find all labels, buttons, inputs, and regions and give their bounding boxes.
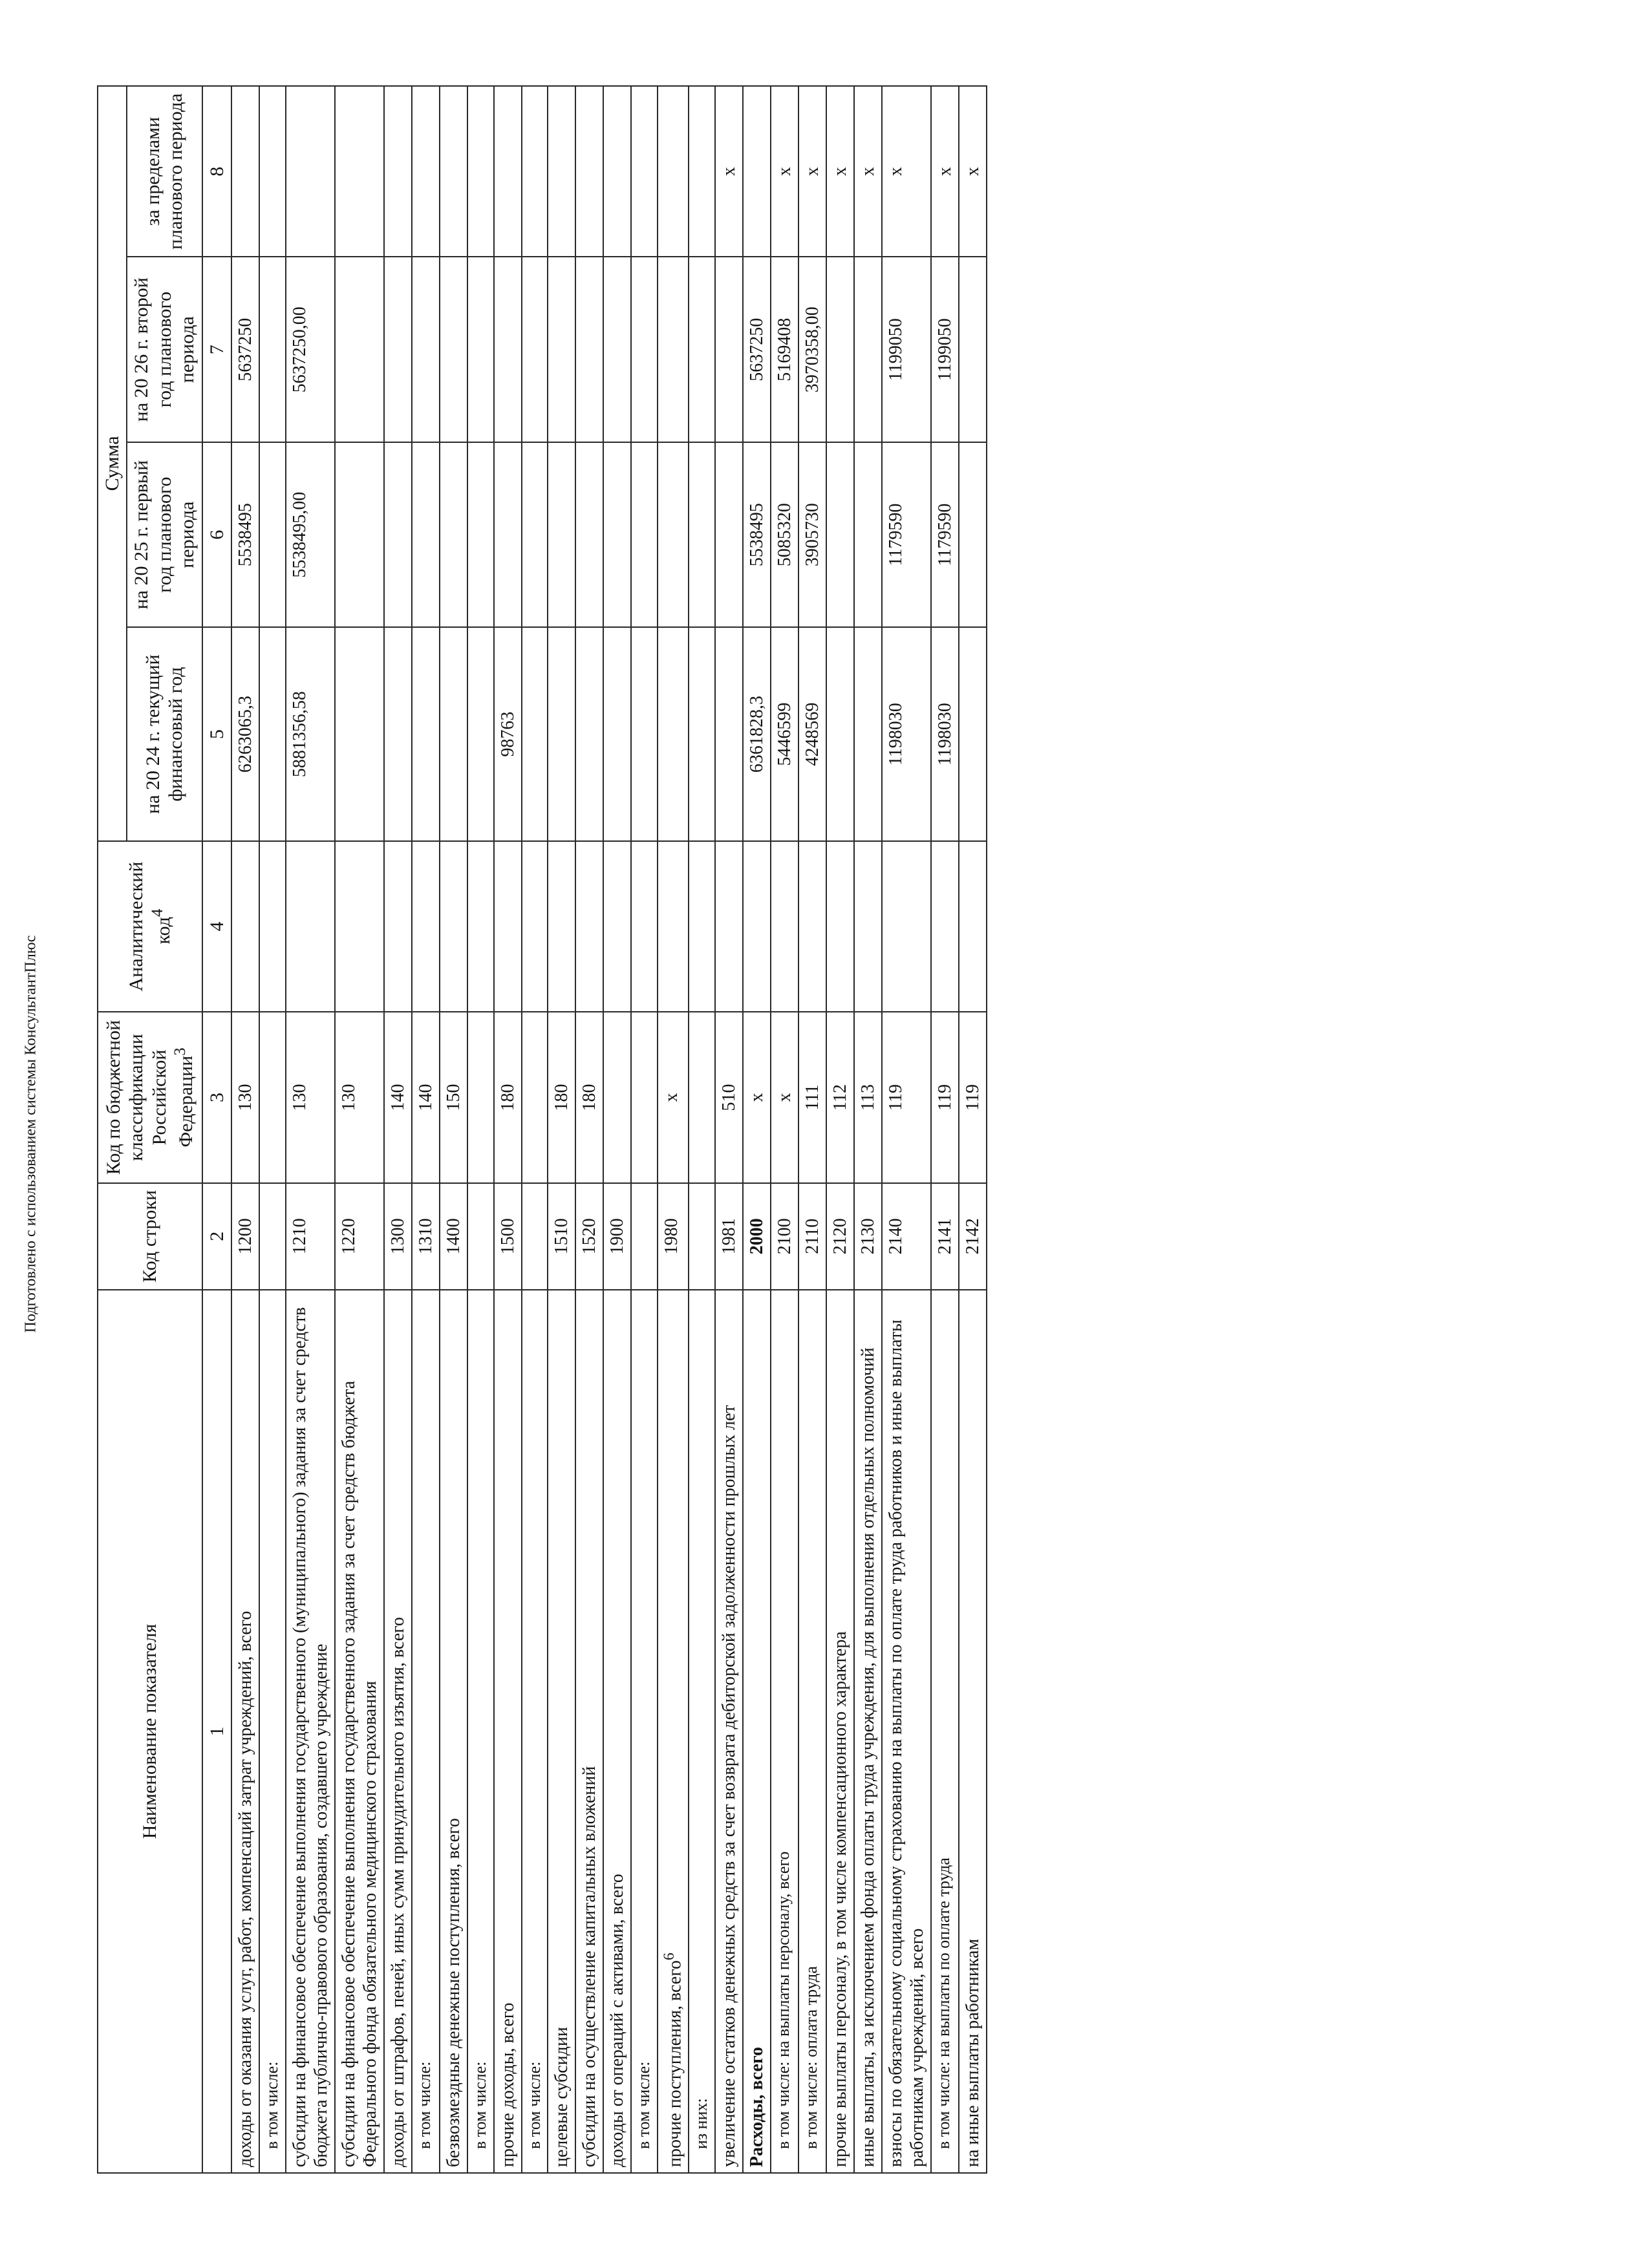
- cell-c8: [335, 86, 384, 257]
- cell-c6: [335, 442, 384, 627]
- table-row: [440, 86, 467, 2173]
- header-analytic-code: [98, 841, 202, 1012]
- column-number-6: 6: [202, 442, 231, 627]
- rotated-page: [97, 85, 1565, 2174]
- cell-c7: [575, 257, 603, 442]
- cell-c7: [335, 257, 384, 442]
- cell-c6: [603, 442, 631, 627]
- cell-kbk: х: [771, 1012, 798, 1182]
- cell-code: 1210: [286, 1183, 335, 1290]
- row-name-text: прочие поступления, всего: [665, 1960, 685, 2167]
- table-row: [548, 86, 575, 2173]
- cell-c7: [658, 257, 689, 442]
- cell-c8: [231, 86, 259, 257]
- cell-kbk: 119: [931, 1012, 959, 1182]
- row-name: [494, 1290, 522, 2173]
- cell-c6: [689, 442, 715, 627]
- cell-c6: [826, 442, 854, 627]
- cell-code: [631, 1183, 658, 1290]
- row-name: [522, 1290, 548, 2173]
- cell-c5: [440, 627, 467, 841]
- cell-c8: [603, 86, 631, 257]
- cell-c6: [854, 442, 882, 627]
- cell-kbk: 112: [826, 1012, 854, 1182]
- cell-code: 1200: [231, 1183, 259, 1290]
- cell-c7: [384, 257, 412, 442]
- row-name: [548, 1290, 575, 2173]
- cell-code: 1520: [575, 1183, 603, 1290]
- cell-code: 1980: [658, 1183, 689, 1290]
- cell-c7: [631, 257, 658, 442]
- cell-c6: [959, 442, 987, 627]
- cell-c8: [440, 86, 467, 257]
- table-row: [771, 86, 798, 2173]
- row-name-text: в том числе:: [634, 2061, 654, 2149]
- cell-c5: [335, 627, 384, 841]
- row-name-text: на иные выплаты работникам: [963, 1938, 983, 2167]
- cell-c6: [259, 442, 286, 627]
- table-row: [882, 86, 931, 2173]
- cell-c7: [494, 257, 522, 442]
- table-row: [743, 86, 771, 2173]
- table-row: [494, 86, 522, 2173]
- cell-an: [743, 841, 771, 1012]
- cell-code: 2141: [931, 1183, 959, 1290]
- row-name: [259, 1290, 286, 2173]
- header-analytic-code-text: Аналитический код: [125, 861, 174, 992]
- column-number-8: 8: [202, 86, 231, 257]
- cell-c7: 1199050: [882, 257, 931, 442]
- row-name: [798, 1290, 826, 2173]
- cell-c7: [715, 257, 743, 442]
- cell-c6: [384, 442, 412, 627]
- cell-c7: 1199050: [931, 257, 959, 442]
- cell-code: 1500: [494, 1183, 522, 1290]
- cell-an: [854, 841, 882, 1012]
- cell-c5: [575, 627, 603, 841]
- table-body: [231, 86, 987, 2173]
- row-name: [959, 1290, 987, 2173]
- cell-kbk: [259, 1012, 286, 1182]
- cell-c8: х: [882, 86, 931, 257]
- header-col6: на 20 25 г. первый год планового периода: [127, 442, 202, 627]
- row-name: [412, 1290, 440, 2173]
- table-row: [412, 86, 440, 2173]
- row-name: [384, 1290, 412, 2173]
- cell-an: [771, 841, 798, 1012]
- cell-c6: 5538495: [231, 442, 259, 627]
- cell-kbk: 130: [286, 1012, 335, 1182]
- cell-an: [440, 841, 467, 1012]
- row-name-text: доходы от оказания услуг, работ, компенсаций затрат учреждений, всего: [235, 1610, 255, 2167]
- table-row: [631, 86, 658, 2173]
- column-number-row: [202, 86, 231, 2173]
- cell-c8: х: [798, 86, 826, 257]
- cell-c6: [548, 442, 575, 627]
- cell-code: [522, 1183, 548, 1290]
- cell-c8: [743, 86, 771, 257]
- table-row: [335, 86, 384, 2173]
- row-name: [231, 1290, 259, 2173]
- cell-an: [548, 841, 575, 1012]
- row-name: [603, 1290, 631, 2173]
- cell-c7: [412, 257, 440, 442]
- cell-c5: [412, 627, 440, 841]
- cell-c5: 98763: [494, 627, 522, 841]
- cell-code: 1400: [440, 1183, 467, 1290]
- table-row: [854, 86, 882, 2173]
- row-name: [854, 1290, 882, 2173]
- row-name-text: взносы по обязательному социальному страхованию на выплаты по оплате труда работников и иные выплаты работникам учреждений, всего: [886, 1320, 928, 2167]
- table-row: [931, 86, 959, 2173]
- column-number-3: 3: [202, 1012, 231, 1182]
- cell-c8: х: [771, 86, 798, 257]
- cell-c8: [259, 86, 286, 257]
- row-name-text: в том числе: оплата труда: [802, 1966, 821, 2149]
- row-name: [440, 1290, 467, 2173]
- row-name-text: в том числе:: [470, 2061, 489, 2149]
- header-analytic-code-sup: 4: [148, 908, 166, 917]
- cell-code: [259, 1183, 286, 1290]
- table-row: [467, 86, 494, 2173]
- row-name-text: прочие доходы, всего: [497, 2002, 518, 2167]
- cell-c6: [467, 442, 494, 627]
- cell-an: [575, 841, 603, 1012]
- table-row: [603, 86, 631, 2173]
- cell-code: 2120: [826, 1183, 854, 1290]
- cell-code: [467, 1183, 494, 1290]
- cell-an: [259, 841, 286, 1012]
- cell-c5: [603, 627, 631, 841]
- header-note-text: Подготовлено с использованием системы КонсультантПлюс: [22, 935, 39, 1333]
- cell-c5: [467, 627, 494, 841]
- cell-c6: 5538495: [743, 442, 771, 627]
- row-name-text: безвозмездные денежные поступления, всего: [443, 1818, 464, 2167]
- cell-an: [494, 841, 522, 1012]
- column-number-5: 5: [202, 627, 231, 841]
- cell-c8: х: [826, 86, 854, 257]
- cell-c8: [689, 86, 715, 257]
- cell-c8: х: [931, 86, 959, 257]
- cell-c6: 5538495,00: [286, 442, 335, 627]
- cell-c7: [959, 257, 987, 442]
- table-row: [259, 86, 286, 2173]
- cell-c5: 5881356,58: [286, 627, 335, 841]
- cell-an: [931, 841, 959, 1012]
- cell-c8: х: [715, 86, 743, 257]
- cell-kbk: 119: [882, 1012, 931, 1182]
- cell-c5: [631, 627, 658, 841]
- cell-c7: [467, 257, 494, 442]
- header-budget-code-text: Код по бюджетной классификации Российской Федерации: [103, 1020, 197, 1175]
- cell-c8: [384, 86, 412, 257]
- cell-c7: 5637250: [231, 257, 259, 442]
- row-name: [286, 1290, 335, 2173]
- cell-kbk: 140: [384, 1012, 412, 1182]
- cell-an: [959, 841, 987, 1012]
- header-col5: на 20 24 г. текущий финансовый год: [127, 627, 202, 841]
- row-name-text: Расходы, всего: [747, 2047, 767, 2167]
- cell-c5: [826, 627, 854, 841]
- cell-c5: [259, 627, 286, 841]
- cell-an: [715, 841, 743, 1012]
- header-col7: на 20 26 г. второй год планового периода: [127, 257, 202, 442]
- cell-c5: [522, 627, 548, 841]
- cell-c8: [575, 86, 603, 257]
- table-row: [522, 86, 548, 2173]
- cell-c6: [412, 442, 440, 627]
- row-name: [575, 1290, 603, 2173]
- row-name: [335, 1290, 384, 2173]
- cell-c6: 1179590: [882, 442, 931, 627]
- header-budget-code: [98, 1012, 202, 1182]
- table-row: [658, 86, 689, 2173]
- row-name: [826, 1290, 854, 2173]
- column-number-2: 2: [202, 1183, 231, 1290]
- cell-c7: [548, 257, 575, 442]
- cell-c5: [959, 627, 987, 841]
- cell-kbk: [689, 1012, 715, 1182]
- cell-c5: 1198030: [931, 627, 959, 841]
- cell-c6: [631, 442, 658, 627]
- cell-c5: [658, 627, 689, 841]
- cell-code: 1981: [715, 1183, 743, 1290]
- row-name-text: в том числе: на выплаты персоналу, всего: [774, 1851, 793, 2149]
- cell-kbk: 130: [231, 1012, 259, 1182]
- cell-c8: [467, 86, 494, 257]
- row-name-text: в том числе:: [524, 2061, 544, 2149]
- row-name-text: иные выплаты, за исключением фонда оплаты труда учреждения, для выполнения отдельных полномочий: [858, 1347, 879, 2167]
- cell-code: 2100: [771, 1183, 798, 1290]
- row-name: [882, 1290, 931, 2173]
- cell-c6: [440, 442, 467, 627]
- cell-code: [689, 1183, 715, 1290]
- cell-c8: [286, 86, 335, 257]
- cell-an: [335, 841, 384, 1012]
- cell-c6: 5085320: [771, 442, 798, 627]
- cell-an: [689, 841, 715, 1012]
- cell-an: [631, 841, 658, 1012]
- row-name-text: прочие выплаты персоналу, в том числе компенсационного характера: [830, 1631, 851, 2167]
- cell-c7: [854, 257, 882, 442]
- table-row: [959, 86, 987, 2173]
- row-name-text: субсидии на осуществление капитальных вложений: [579, 1766, 600, 2167]
- row-name-text: доходы от штрафов, пеней, иных сумм принудительного изъятия, всего: [387, 1617, 408, 2167]
- cell-an: [467, 841, 494, 1012]
- row-name: [631, 1290, 658, 2173]
- cell-c7: [689, 257, 715, 442]
- cell-kbk: 130: [335, 1012, 384, 1182]
- header-sum: Сумма: [98, 86, 127, 841]
- row-name: [743, 1290, 771, 2173]
- column-number-4: 4: [202, 841, 231, 1012]
- row-name-text: в том числе:: [414, 2061, 434, 2149]
- cell-an: [798, 841, 826, 1012]
- cell-an: [384, 841, 412, 1012]
- cell-c6: 3905730: [798, 442, 826, 627]
- cell-kbk: х: [743, 1012, 771, 1182]
- cell-kbk: 119: [959, 1012, 987, 1182]
- cell-c6: 1179590: [931, 442, 959, 627]
- cell-code: 1900: [603, 1183, 631, 1290]
- cell-c5: [689, 627, 715, 841]
- cell-an: [412, 841, 440, 1012]
- cell-c8: х: [854, 86, 882, 257]
- header-budget-code-sup: 3: [171, 1047, 189, 1056]
- cell-c7: [259, 257, 286, 442]
- table-row: [826, 86, 854, 2173]
- cell-an: [522, 841, 548, 1012]
- plan-table: [97, 85, 987, 2174]
- cell-kbk: [631, 1012, 658, 1182]
- cell-code: 2140: [882, 1183, 931, 1290]
- cell-c7: [522, 257, 548, 442]
- cell-an: [882, 841, 931, 1012]
- cell-c8: [494, 86, 522, 257]
- cell-c5: 4248569: [798, 627, 826, 841]
- cell-code: 2130: [854, 1183, 882, 1290]
- cell-c6: [575, 442, 603, 627]
- header-col8: за пределами планового периода: [127, 86, 202, 257]
- row-name: [771, 1290, 798, 2173]
- row-name: [658, 1290, 689, 2173]
- cell-c5: [384, 627, 412, 841]
- cell-c6: [715, 442, 743, 627]
- table-row: [286, 86, 335, 2173]
- cell-code: 2110: [798, 1183, 826, 1290]
- row-name-text: увеличение остатков денежных средств за счет возврата дебиторской задолженности прошлых лет: [719, 1405, 740, 2167]
- table-row: [689, 86, 715, 2173]
- table-row: [798, 86, 826, 2173]
- cell-c7: 5637250: [743, 257, 771, 442]
- cell-c7: [826, 257, 854, 442]
- cell-c8: [548, 86, 575, 257]
- row-name: [931, 1290, 959, 2173]
- cell-c5: 1198030: [882, 627, 931, 841]
- cell-c7: [603, 257, 631, 442]
- cell-kbk: 150: [440, 1012, 467, 1182]
- table-row: [231, 86, 259, 2173]
- table-row: [715, 86, 743, 2173]
- cell-c8: [658, 86, 689, 257]
- cell-kbk: 113: [854, 1012, 882, 1182]
- cell-c6: [522, 442, 548, 627]
- cell-kbk: х: [658, 1012, 689, 1182]
- row-name-text: в том числе: на выплаты по оплате труда: [934, 1857, 954, 2149]
- column-number-1: 1: [202, 1290, 231, 2173]
- row-name: [467, 1290, 494, 2173]
- cell-kbk: [603, 1012, 631, 1182]
- cell-kbk: 180: [548, 1012, 575, 1182]
- cell-c8: [631, 86, 658, 257]
- cell-kbk: 111: [798, 1012, 826, 1182]
- cell-c8: х: [959, 86, 987, 257]
- row-name-text: субсидии на финансовое обеспечение выполнения государственного задания за счет средств бюджета Федерального фонда обязательного медицинского страхования: [338, 1380, 380, 2167]
- cell-an: [286, 841, 335, 1012]
- column-number-7: 7: [202, 257, 231, 442]
- row-name-sup: 6: [661, 1952, 678, 1960]
- cell-c5: [854, 627, 882, 841]
- cell-an: [603, 841, 631, 1012]
- cell-an: [658, 841, 689, 1012]
- cell-c7: 3970358,00: [798, 257, 826, 442]
- row-name-text: доходы от операций с активами, всего: [607, 1874, 628, 2167]
- cell-kbk: [467, 1012, 494, 1182]
- cell-c5: 6361828,3: [743, 627, 771, 841]
- table-row: [384, 86, 412, 2173]
- cell-an: [231, 841, 259, 1012]
- table-row: [575, 86, 603, 2173]
- cell-c7: 5169408: [771, 257, 798, 442]
- cell-an: [826, 841, 854, 1012]
- cell-c6: [494, 442, 522, 627]
- cell-code: 1310: [412, 1183, 440, 1290]
- header-name: Наименование показателя: [98, 1290, 202, 2173]
- row-name-text: в том числе:: [262, 2061, 281, 2149]
- row-name-text: целевые субсидии: [552, 2027, 572, 2167]
- cell-code: 2142: [959, 1183, 987, 1290]
- cell-code: 1220: [335, 1183, 384, 1290]
- cell-code: 1300: [384, 1183, 412, 1290]
- row-name-text: из них:: [692, 2098, 711, 2149]
- cell-code: 2000: [743, 1183, 771, 1290]
- cell-c5: 6263065,3: [231, 627, 259, 841]
- header-row-code: Код строки: [98, 1183, 202, 1290]
- cell-c6: [658, 442, 689, 627]
- cell-c5: [715, 627, 743, 841]
- cell-code: 1510: [548, 1183, 575, 1290]
- cell-c8: [522, 86, 548, 257]
- cell-c5: 5446599: [771, 627, 798, 841]
- cell-kbk: [522, 1012, 548, 1182]
- cell-kbk: 180: [575, 1012, 603, 1182]
- cell-kbk: 510: [715, 1012, 743, 1182]
- row-name: [715, 1290, 743, 2173]
- cell-c8: [412, 86, 440, 257]
- row-name: [689, 1290, 715, 2173]
- cell-c7: [440, 257, 467, 442]
- cell-c7: 5637250,00: [286, 257, 335, 442]
- cell-c5: [548, 627, 575, 841]
- row-name-text: субсидии на финансовое обеспечение выполнения государственного (муниципального) задания за счет средств бюджета публично-правового образования, создавшего учреждение: [289, 1307, 331, 2167]
- cell-kbk: 180: [494, 1012, 522, 1182]
- cell-kbk: 140: [412, 1012, 440, 1182]
